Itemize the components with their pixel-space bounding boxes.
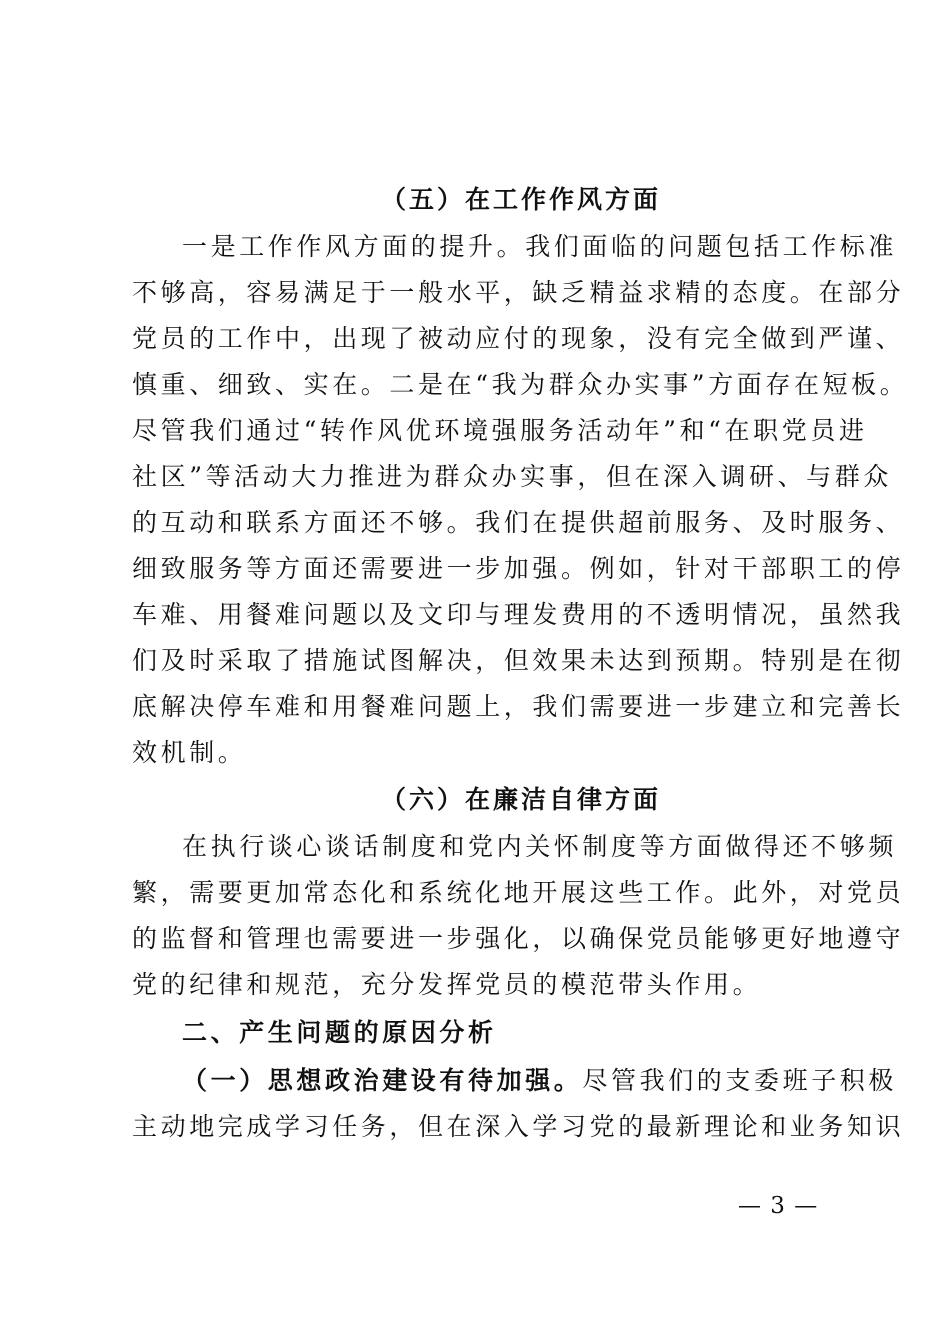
page-number: — 3 — bbox=[738, 1193, 819, 1219]
paragraph-line: 一是工作作风方面的提升。我们面临的问题包括工作标准 bbox=[182, 232, 898, 261]
paragraph-line: 在执行谈心谈话制度和党内关怀制度等方面做得还不够频 bbox=[182, 832, 898, 861]
paragraph-line: 慎重、细致、实在。二是在“我为群众办实事”方面存在短板。 bbox=[132, 370, 909, 399]
paragraph-line: 党员的工作中，出现了被动应付的现象，没有完全做到严谨、 bbox=[132, 324, 905, 353]
paragraph-line: 不够高，容易满足于一般水平，缺乏精益求精的态度。在部分 bbox=[132, 278, 905, 307]
paragraph-line: 们及时采取了措施试图解决，但效果未达到预期。特别是在彻 bbox=[132, 646, 905, 675]
paragraph-line: 繁，需要更加常态化和系统化地开展这些工作。此外，对党员 bbox=[132, 878, 905, 907]
paragraph-line: 细致服务等方面还需要进一步加强。例如，针对干部职工的停 bbox=[132, 554, 905, 583]
paragraph-line: 党的纪律和规范，充分发挥党员的模范带头作用。 bbox=[132, 970, 762, 999]
paragraph-line: 尽管我们通过“转作风优环境强服务活动年”和“在职党员进 bbox=[132, 416, 868, 445]
subheading-line bbox=[182, 1058, 898, 1104]
paragraph-line: 社区”等活动大力推进为群众办实事，但在深入调研、与群众 bbox=[132, 462, 892, 491]
part-heading: 二、产生问题的原因分析 bbox=[182, 1018, 497, 1047]
paragraph-line: 的监督和管理也需要进一步强化，以确保党员能够更好地遵守 bbox=[132, 924, 905, 953]
section-heading-5: （五）在工作作风方面 bbox=[380, 185, 661, 214]
section-heading-6: （六）在廉洁自律方面 bbox=[380, 785, 661, 814]
paragraph-line: 主动地完成学习任务，但在深入学习党的最新理论和业务知识 bbox=[132, 1112, 905, 1141]
paragraph-line: 效机制。 bbox=[132, 738, 247, 767]
paragraph-line: 车难、用餐难问题以及文印与理发费用的不透明情况，虽然我 bbox=[132, 600, 905, 629]
paragraph-line: 底解决停车难和用餐难问题上，我们需要进一步建立和完善长 bbox=[132, 692, 905, 721]
paragraph-line: 的互动和联系方面还不够。我们在提供超前服务、及时服务、 bbox=[132, 508, 905, 537]
subheading-label: （一）思想政治建设有待加强。 bbox=[182, 1066, 583, 1095]
subheading-text: 尽管我们的支委班子积极 bbox=[582, 1066, 898, 1095]
